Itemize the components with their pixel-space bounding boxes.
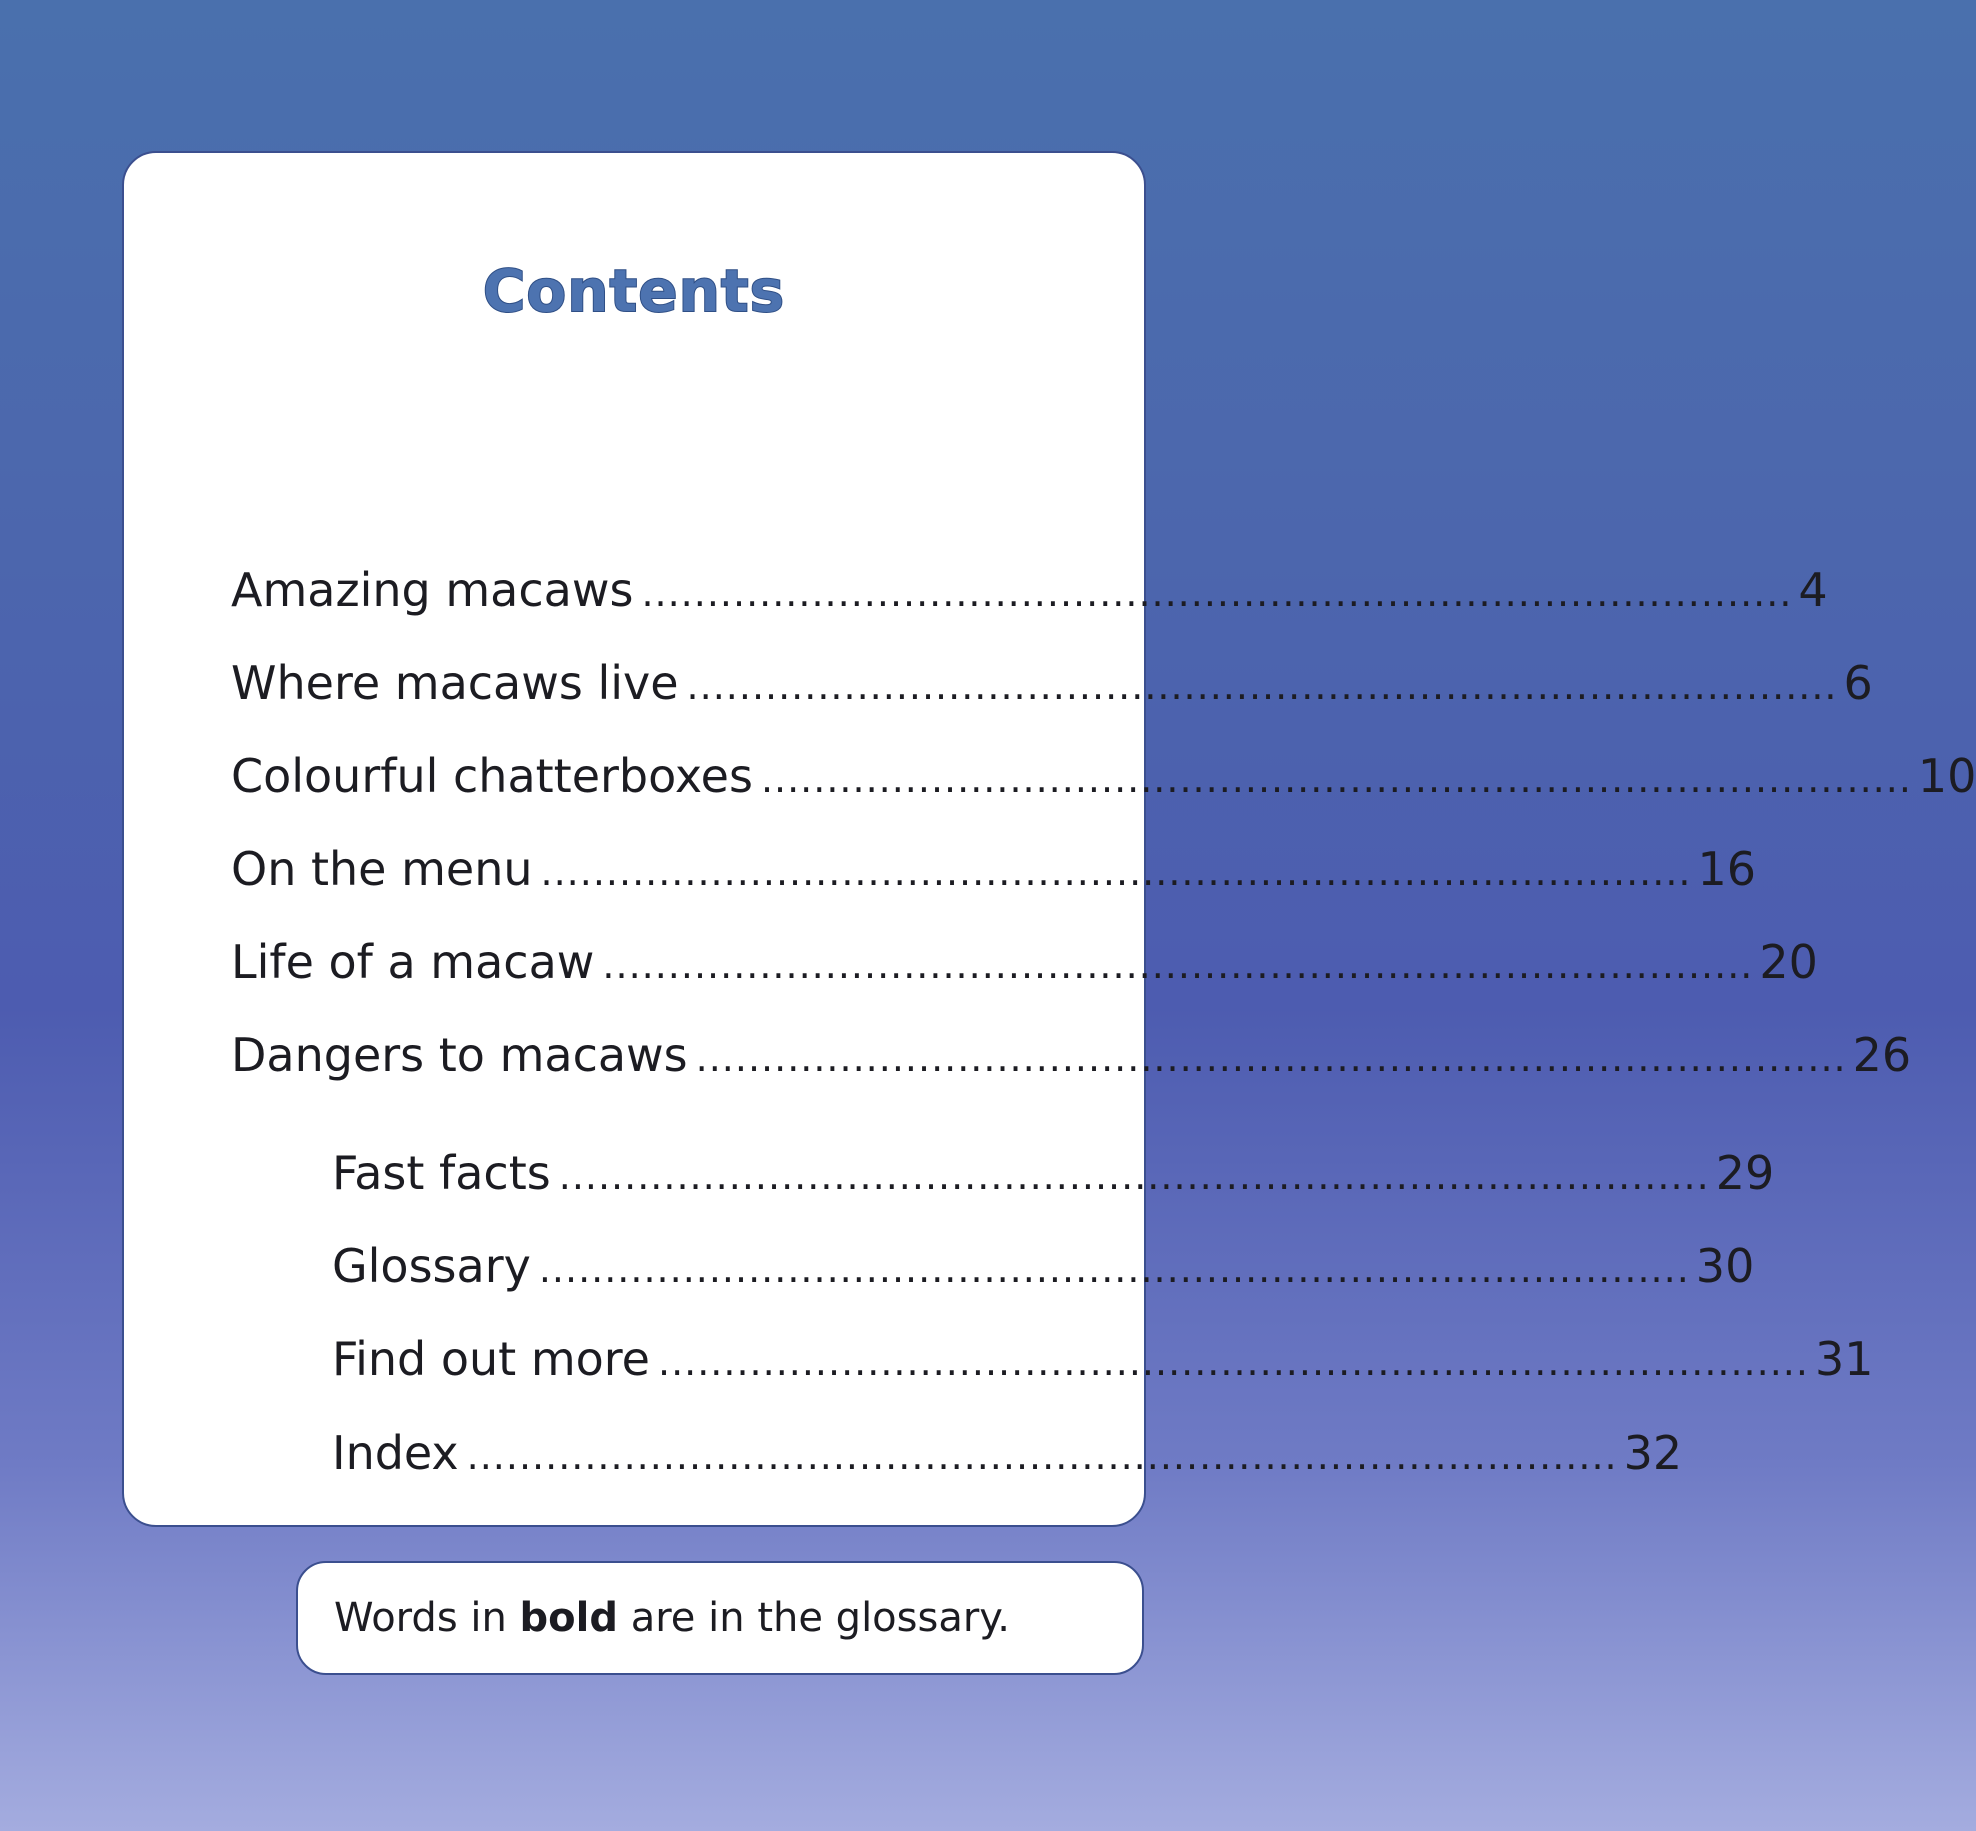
toc-entry-label: Dangers to macaws (231, 1028, 688, 1082)
toc-entry-page: 31 (1814, 1332, 1874, 1386)
dot-leader: ........................................................................................ (695, 1036, 1847, 1080)
toc-entry-page: 4 (1798, 563, 1828, 617)
toc-entry-label: On the menu (231, 842, 533, 896)
toc-entry-label: Find out more (332, 1332, 650, 1386)
toc-entry-page: 32 (1623, 1426, 1683, 1480)
toc-entry-dangers-to-macaws[interactable] (231, 1025, 1912, 1085)
dot-leader: ........................................................................................ (558, 1154, 1710, 1198)
contents-list (124, 153, 1976, 1525)
toc-entry-label: Index (332, 1426, 459, 1480)
toc-entry-amazing-macaws[interactable] (231, 560, 1828, 620)
dot-leader: ........................................................................................ (540, 850, 1692, 894)
toc-entry-label: Colourful chatterboxes (231, 749, 753, 803)
contents-title: Contents (482, 257, 786, 325)
toc-entry-page: 6 (1843, 656, 1873, 710)
toc-entry-page: 10 (1917, 749, 1976, 803)
dot-leader: ........................................................................................ (641, 571, 1793, 615)
glossary-note (296, 1561, 1144, 1675)
toc-entry-on-the-menu[interactable] (231, 839, 1757, 899)
dot-leader: ........................................................................................ (760, 757, 1912, 801)
dot-leader: ........................................................................................ (657, 1340, 1809, 1384)
toc-entry-glossary[interactable] (332, 1236, 1755, 1296)
glossary-note-text-start: Words in (334, 1595, 520, 1641)
dot-leader: ........................................................................................ (538, 1247, 1690, 1291)
toc-entry-label: Glossary (332, 1239, 531, 1293)
glossary-note-bold-word: bold (519, 1595, 619, 1641)
toc-entry-label: Where macaws live (231, 656, 679, 710)
dot-leader: ........................................................................................ (466, 1434, 1618, 1478)
toc-entry-where-macaws-live[interactable] (231, 653, 1873, 713)
toc-entry-page: 20 (1759, 935, 1818, 989)
toc-entry-colourful-chatterboxes[interactable] (231, 746, 1976, 806)
toc-entry-page: 30 (1695, 1239, 1755, 1293)
toc-entry-index[interactable] (332, 1423, 1683, 1483)
toc-entry-label: Life of a macaw (231, 935, 595, 989)
toc-entry-life-of-a-macaw[interactable] (231, 932, 1818, 992)
toc-entry-find-out-more[interactable] (332, 1329, 1874, 1389)
toc-entry-label: Fast facts (332, 1146, 551, 1200)
toc-entry-label: Amazing macaws (231, 563, 634, 617)
contents-card (122, 151, 1976, 1527)
dot-leader: ........................................................................................ (686, 664, 1838, 708)
toc-entry-page: 26 (1852, 1028, 1912, 1082)
toc-entry-fast-facts[interactable] (332, 1143, 1775, 1203)
toc-entry-page: 16 (1697, 842, 1757, 896)
toc-entry-page: 29 (1715, 1146, 1775, 1200)
glossary-note-text-end: are in the glossary. (618, 1595, 1010, 1641)
dot-leader: ........................................................................................ (602, 943, 1754, 987)
